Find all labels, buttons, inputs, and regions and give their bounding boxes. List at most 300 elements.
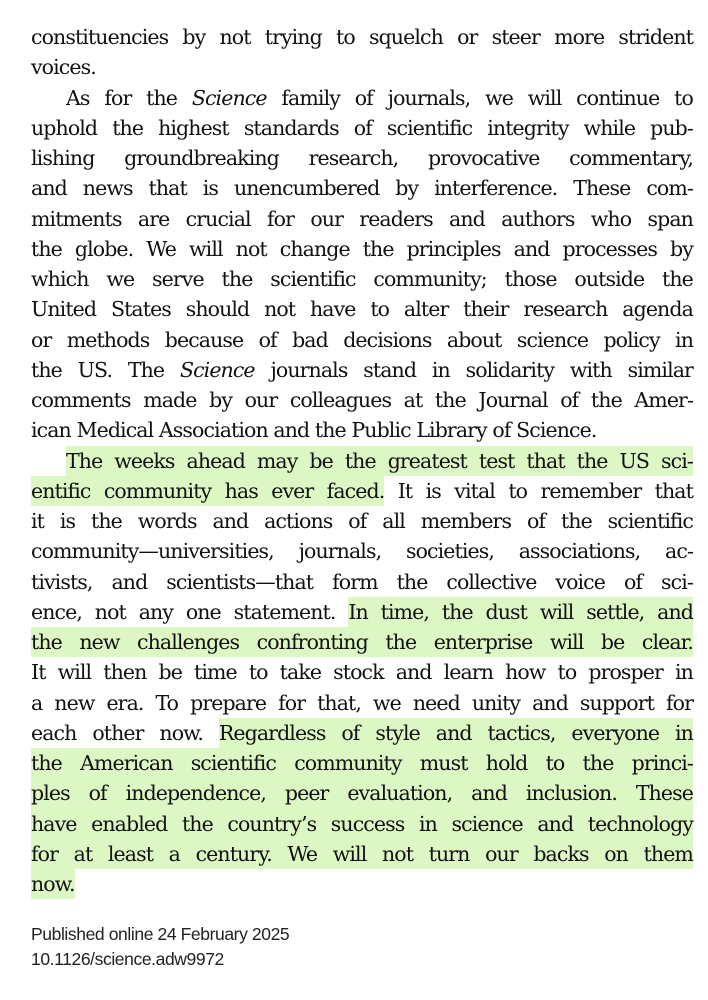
word: We [287,839,317,869]
word: has [225,476,258,506]
word: inclusion. [526,778,617,808]
word: It [397,478,413,503]
word: the [31,357,62,382]
word: Association [158,418,268,443]
article-body [31,22,693,899]
word: that, [317,690,362,715]
word: of [492,418,511,443]
word: change [279,236,350,261]
text-line [31,627,693,657]
word: confronting [257,627,368,657]
word: stock [333,660,384,685]
word: at [74,839,93,869]
word: country’s [227,809,316,839]
word: are [137,206,170,231]
word: ples [31,778,70,808]
word: challenges [137,627,239,657]
word: time [194,660,237,685]
word: standards [243,115,339,140]
word: unity [471,690,521,715]
text-line [31,809,693,839]
word: have [309,297,356,322]
word: in [431,357,450,382]
word: continue [576,85,660,110]
word: science [516,327,589,352]
word: everyone [571,718,659,748]
word: societies, [405,539,494,564]
word: the [560,509,592,533]
word: the [221,267,253,291]
text-line [31,748,693,778]
text-line [31,476,693,506]
word: the [31,748,62,778]
word: scientists—that [166,569,314,594]
word: trying [264,25,322,49]
word: States [110,297,171,322]
word: we [485,85,513,110]
word: community [104,476,211,506]
published-date: Published online 24 February 2025 [31,924,290,944]
word: not [382,839,413,869]
word: Regardless [219,718,326,748]
word: the [583,748,614,778]
word: in [674,660,693,685]
text-line [31,52,693,82]
word: journals, [387,85,471,110]
text-line [31,325,693,355]
word: and [212,509,249,533]
word: about [446,327,502,352]
word: we [372,690,401,715]
word: constituencies [31,25,169,49]
word: journals [270,357,348,382]
word: to [336,25,355,49]
text-line [31,415,693,445]
word: The [127,357,165,382]
word: steer [491,25,540,49]
word: squelch [368,25,443,49]
word: news [82,176,133,201]
word: by [182,25,206,49]
word: made [143,388,197,412]
word: is [59,509,76,533]
word: our [244,388,278,412]
word: scientific [607,509,693,533]
text-line [31,718,693,748]
text-line [31,688,693,718]
word: community—universities, [31,539,274,564]
word: prosper [588,660,663,685]
word: the [396,569,428,594]
word: them [644,839,693,869]
word: community; [373,267,487,291]
word: policy [603,327,660,352]
word: more [554,25,605,49]
word: The [66,446,102,476]
word: prepare [190,690,267,715]
word: peer [285,778,329,808]
word: in [675,718,693,748]
word: of [258,327,277,352]
word: because [164,327,244,352]
word: mitments [31,206,122,231]
word: alter [403,297,449,322]
word: hold [486,748,528,778]
word: agenda [622,297,693,322]
text-line [31,446,693,476]
word: actions [264,509,333,533]
word: not [235,236,267,261]
word: ahead [187,446,245,476]
word: our [310,206,343,231]
word: Science [191,85,267,110]
word: United [31,297,97,322]
word: of [89,778,107,808]
text-line [31,567,693,597]
word: all [382,509,405,533]
word: In [348,597,368,627]
word: the [182,809,213,839]
text-line [31,143,693,173]
word: at [403,388,423,412]
word: princi- [632,748,693,778]
word: methods [66,327,150,352]
word: stand [363,357,417,382]
word: family [281,85,340,110]
word: by [669,236,693,261]
word: the [146,85,178,110]
text-line [31,355,693,385]
word: span [647,206,693,231]
word: authors [501,206,575,231]
word: the [345,446,376,476]
word: uphold [31,115,98,140]
word: least [108,839,153,869]
word: any [138,599,173,624]
word: how [505,660,546,685]
word: test [479,446,515,476]
word: or [31,327,52,352]
word: technology [588,809,693,839]
word: of [354,85,373,110]
word: com- [646,176,693,201]
word: bad [292,327,328,352]
word: in [675,327,693,352]
word: ever [271,476,313,506]
word: then [103,660,147,685]
word: lishing [31,146,95,170]
word: globe. [74,236,134,261]
word: be [309,446,332,476]
word: unencumbered [233,176,380,201]
doi-link[interactable]: 10.1126/science.adw9972 [31,949,224,969]
word: clear. [642,627,693,657]
word: of [353,115,372,140]
word: or [457,25,478,49]
word: of [623,569,643,594]
word: the [434,388,466,412]
word: must [420,748,468,778]
word: These [573,176,631,201]
word: for [31,839,58,869]
word: Science [179,357,255,382]
word: a [31,690,43,715]
word: time, [381,597,429,627]
word: and [436,718,472,748]
text-line [31,234,693,264]
word: the [362,236,394,261]
word: not [94,599,126,624]
word: backs [533,839,588,869]
word: with [569,357,612,382]
word: Public [351,418,411,443]
word: voice [555,569,605,594]
word: new [79,627,119,657]
word: words [137,509,197,533]
word: the [31,627,62,657]
word: research [523,297,608,322]
word: Library [416,418,487,443]
word: journals, [298,539,382,564]
word: the [31,236,62,261]
word: vital [454,478,495,503]
word: strident [618,25,693,49]
text-line [31,839,693,869]
word: It [31,660,46,685]
word: We [146,236,177,261]
text-line [31,385,693,415]
word: sci- [661,446,693,476]
word: their [463,297,509,322]
word: research, [308,146,399,170]
word: we [106,267,135,291]
word: crucial [185,206,251,231]
text-line [31,173,693,203]
word: century. [196,839,272,869]
word: enterprise [434,627,533,657]
word: be [158,660,182,685]
text-line [31,536,693,566]
word: similar [627,357,693,382]
word: now. [31,869,75,899]
article-footer [31,922,289,972]
word: Science. [516,418,597,443]
word: the [385,627,416,657]
word: while [583,115,636,140]
word: outside [574,267,645,291]
word: style [375,718,420,748]
word: other [92,720,144,745]
word: voices. [31,55,96,80]
word: and [657,597,693,627]
word: and [31,176,67,201]
word: who [590,206,632,231]
word: take [279,660,322,685]
word: collective [446,569,537,594]
word: and [513,236,550,261]
word: members [420,509,512,533]
text-line [31,83,693,113]
word: ac- [665,539,693,564]
word: and [395,660,432,685]
word: for [104,85,132,110]
word: for [665,690,693,715]
word: need [412,690,460,715]
word: to [508,478,528,503]
word: ican [31,418,71,443]
word: dust [486,597,527,627]
word: will [57,660,92,685]
word: to [546,748,565,778]
word: support [579,690,654,715]
text-line [31,22,693,52]
word: to [557,660,577,685]
word: form [332,569,378,594]
word: not [219,25,251,49]
word: each [31,720,77,745]
word: will [333,839,367,869]
word: interference. [434,176,558,201]
word: colleagues [289,388,392,412]
word: independence, [126,778,266,808]
word: science [452,809,523,839]
word: scientific [191,748,276,778]
word: new [54,690,95,715]
word: it [31,509,44,533]
text-line [31,264,693,294]
word: to [370,297,390,322]
text-line [31,294,693,324]
text-line [31,597,693,627]
word: be [601,627,624,657]
word: greatest [388,446,467,476]
word: in [419,809,437,839]
text-line [31,506,693,536]
word: Journal [478,388,548,412]
word: and [471,778,507,808]
word: is [425,478,441,503]
word: have [31,809,77,839]
word: by [209,388,232,412]
word: will [527,85,562,110]
word: those [504,267,557,291]
word: will [189,236,223,261]
word: and [111,569,148,594]
word: by [395,176,419,201]
word: evaluation, [347,778,452,808]
word: and [532,690,568,715]
word: As [66,85,90,110]
word: To [155,690,179,715]
word: weeks [114,446,174,476]
word: the [577,446,608,476]
word: that [526,446,564,476]
word: a [169,839,180,869]
word: of [348,509,367,533]
word: American [80,748,172,778]
word: to [248,660,268,685]
word: readers [359,206,433,231]
text-line [31,204,693,234]
word: tactics, [487,718,555,748]
word: integrity [487,115,569,140]
word: of [560,388,579,412]
word: the [112,115,144,140]
word: serve [152,267,204,291]
word: faced. [327,476,385,506]
word: entific [31,476,90,506]
word: Amer- [634,388,693,412]
word: the [314,418,346,443]
word: the [590,388,622,412]
word: for [266,206,295,231]
word: turn [429,839,470,869]
word: which [31,267,89,291]
word: that [654,478,693,503]
text-line [31,113,693,143]
word: and [449,206,485,231]
word: remember [540,478,642,503]
text-line [31,778,693,808]
word: the [442,597,473,627]
word: now. [159,720,203,745]
word: statement. [233,599,336,624]
word: should [185,297,250,322]
word: processes [562,236,657,261]
word: will [550,627,584,657]
word: community [294,748,401,778]
word: US [620,446,650,476]
word: for [278,690,306,715]
word: sci- [661,569,693,594]
word: of [526,509,546,533]
word: solidarity [465,357,555,382]
text-line [31,657,693,687]
word: that [148,176,187,201]
word: to [674,85,693,110]
word: scientific [386,115,473,140]
word: pub- [650,115,693,140]
word: associations, [518,539,641,564]
word: settle, [586,597,644,627]
word: not [264,297,296,322]
text-line [31,869,693,899]
word: scientific [270,267,356,291]
word: success [331,809,405,839]
word: is [202,176,219,201]
word: comments [31,388,131,412]
word: provocative [427,146,540,170]
word: enabled [91,809,167,839]
word: the [662,267,693,291]
word: ence, [31,599,82,624]
word: on [604,839,628,869]
word: tivists, [31,569,93,594]
word: commentary, [569,146,693,170]
word: will [540,597,574,627]
word: may [257,446,298,476]
word: principles [406,236,501,261]
word: highest [158,115,229,140]
word: and [537,809,573,839]
word: and [273,418,310,443]
word: our [485,839,518,869]
word: US. [77,357,113,382]
word: decisions [343,327,432,352]
word: era. [106,690,144,715]
word: Medical [76,418,154,443]
word: the [91,509,122,533]
